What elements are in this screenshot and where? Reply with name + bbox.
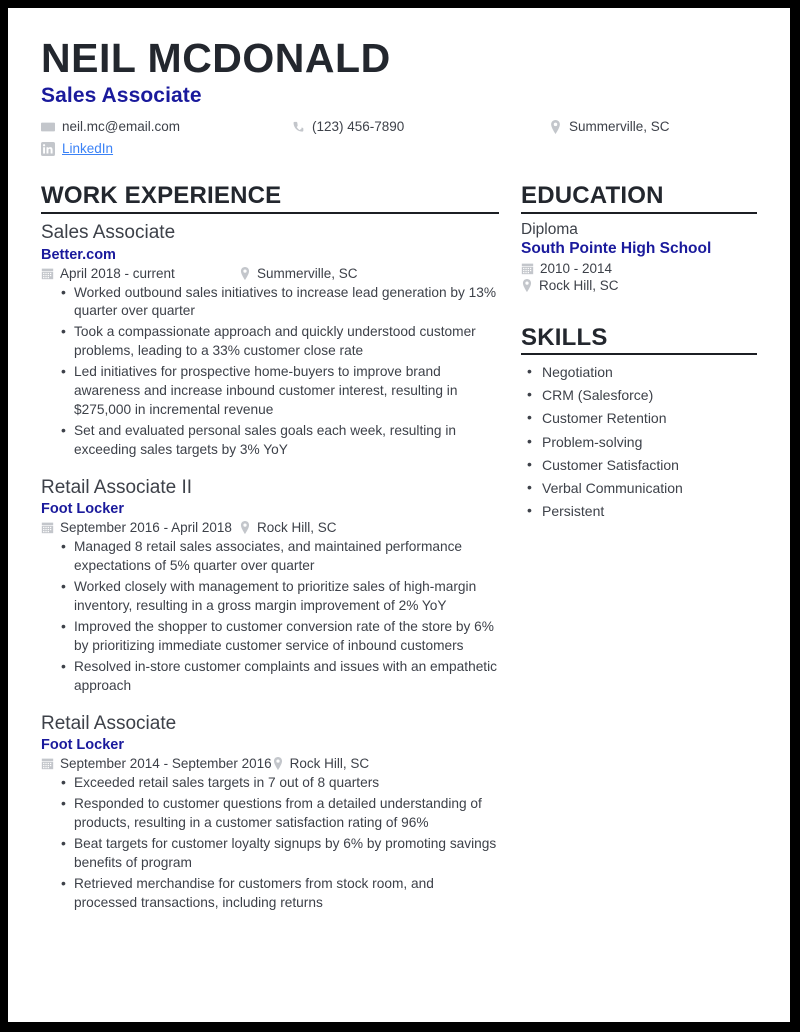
work-entry-company: Foot Locker — [41, 501, 124, 518]
location-pin-icon — [239, 521, 251, 534]
location-pin-icon — [272, 757, 284, 770]
calendar-icon — [41, 267, 54, 280]
location-pin-icon — [239, 267, 251, 280]
contact-email[interactable] — [41, 119, 291, 134]
bullet-item: • Responded to customer questions from a detailed understanding of products, resulting in a customer satisfaction rating of 96% — [61, 795, 499, 833]
bullet-item: • Retrieved merchandise for customers from stock room, and processed transactions, including returns — [61, 875, 499, 913]
work-entry-meta — [41, 520, 499, 535]
right-column — [521, 182, 757, 523]
bullet-item: • Improved the shopper to customer conversion rate of the store by 6% by prioritizing immediate customer service of inbound customers — [61, 618, 499, 656]
work-entry-dates-text: September 2014 - September 2016 — [60, 756, 272, 772]
work-entry-location-text: Rock Hill, SC — [257, 520, 337, 536]
work-entry-dates-text: September 2016 - April 2018 — [60, 520, 232, 536]
education-degree: Diploma — [521, 220, 578, 238]
calendar-icon — [41, 757, 54, 770]
calendar-icon — [521, 262, 534, 275]
contact-email-text: neil.mc@email.com — [62, 119, 180, 135]
skill-item: • Customer Satisfaction — [527, 455, 757, 475]
education-dates-text: 2010 - 2014 — [540, 260, 613, 276]
work-entry-title: Sales Associate — [41, 221, 176, 243]
skills-heading: SKILLS — [521, 323, 608, 351]
education-location — [521, 278, 757, 293]
bullet-item: • Managed 8 retail sales associates, and maintained performance expectations of 5% quarter over quarter — [61, 538, 499, 576]
work-entry-list — [41, 221, 499, 913]
work-entry — [41, 712, 499, 913]
resume-page — [8, 8, 790, 1022]
contact-linkedin[interactable] — [41, 141, 291, 156]
work-entry-meta — [41, 756, 499, 771]
bullet-item: • Exceeded retail sales targets in 7 out of 8 quarters — [61, 774, 499, 793]
resume-body — [41, 182, 757, 914]
skill-item: • Persistent — [527, 501, 757, 521]
location-pin-icon — [549, 120, 562, 134]
bullet-item: • Beat targets for customer loyalty signups by 6% by promoting savings benefits of program — [61, 835, 499, 873]
work-entry-location — [239, 266, 358, 281]
work-entry-company: Foot Locker — [41, 737, 124, 754]
skills-section — [521, 324, 757, 521]
bullet-item: • Resolved in-store customer complaints and issues with an empathetic approach — [61, 658, 499, 696]
education-school: South Pointe High School — [521, 239, 712, 257]
skills-list — [521, 362, 757, 520]
contact-location — [541, 119, 757, 134]
work-entry-location-text: Summerville, SC — [257, 265, 358, 281]
contact-info — [41, 119, 757, 156]
contact-phone[interactable] — [291, 119, 541, 134]
bullet-item: • Took a compassionate approach and quickly understood customer problems, leading to a 33% customer close rate — [61, 323, 499, 361]
skill-item: • Customer Retention — [527, 408, 757, 428]
candidate-name: NEIL MCDONALD — [41, 35, 391, 81]
skill-item: • Negotiation — [527, 362, 757, 382]
candidate-job-title: Sales Associate — [41, 84, 202, 108]
skill-item: • Verbal Communication — [527, 478, 757, 498]
skill-item: • Problem-solving — [527, 432, 757, 452]
resume-header — [41, 36, 757, 156]
skill-item: • CRM (Salesforce) — [527, 385, 757, 405]
work-entry-company: Better.com — [41, 246, 116, 263]
envelope-icon — [41, 120, 55, 134]
section-divider — [41, 212, 499, 214]
work-entry-dates — [41, 266, 239, 281]
bullet-item: • Worked closely with management to prioritize sales of high-margin inventory, resulting in a gross margin improvement of 2% YoY — [61, 578, 499, 616]
calendar-icon — [41, 521, 54, 534]
work-entry — [41, 476, 499, 696]
bullet-item: • Set and evaluated personal sales goals each week, resulting in exceeding sales targets by 3% YoY — [61, 422, 499, 460]
work-entry-title: Retail Associate II — [41, 476, 193, 498]
contact-location-text: Summerville, SC — [569, 119, 670, 135]
phone-icon — [291, 120, 305, 134]
work-entry-location-text: Rock Hill, SC — [289, 756, 370, 772]
bullet-item: • Worked outbound sales initiatives to increase lead generation by 13% quarter over quarter — [61, 284, 499, 322]
work-experience-heading: WORK EXPERIENCE — [41, 182, 282, 210]
section-divider — [521, 212, 757, 214]
bullet-item: • Led initiatives for prospective home-buyers to improve brand awareness and increase inbound customer interest, resulting in $275,000 in incremental revenue — [61, 363, 499, 420]
work-experience-section — [41, 182, 499, 914]
education-location-text: Rock Hill, SC — [539, 277, 619, 293]
work-entry-title: Retail Associate — [41, 712, 177, 734]
work-entry-dates — [41, 520, 239, 535]
education-heading: EDUCATION — [521, 182, 664, 210]
work-entry — [41, 221, 499, 460]
work-entry-location — [272, 756, 370, 771]
contact-phone-text: (123) 456-7890 — [312, 119, 405, 135]
work-entry-bullets — [41, 284, 499, 460]
section-divider — [521, 353, 757, 355]
linkedin-icon — [41, 142, 55, 156]
work-entry-dates — [41, 756, 272, 771]
work-entry-bullets — [41, 538, 499, 695]
work-entry-location — [239, 520, 337, 535]
work-entry-meta — [41, 266, 499, 281]
work-entry-bullets — [41, 774, 499, 912]
education-section — [521, 182, 757, 293]
contact-linkedin-link[interactable]: LinkedIn — [62, 141, 114, 157]
work-entry-dates-text: April 2018 - current — [60, 265, 175, 281]
location-pin-icon — [521, 279, 533, 292]
education-dates — [521, 261, 757, 276]
